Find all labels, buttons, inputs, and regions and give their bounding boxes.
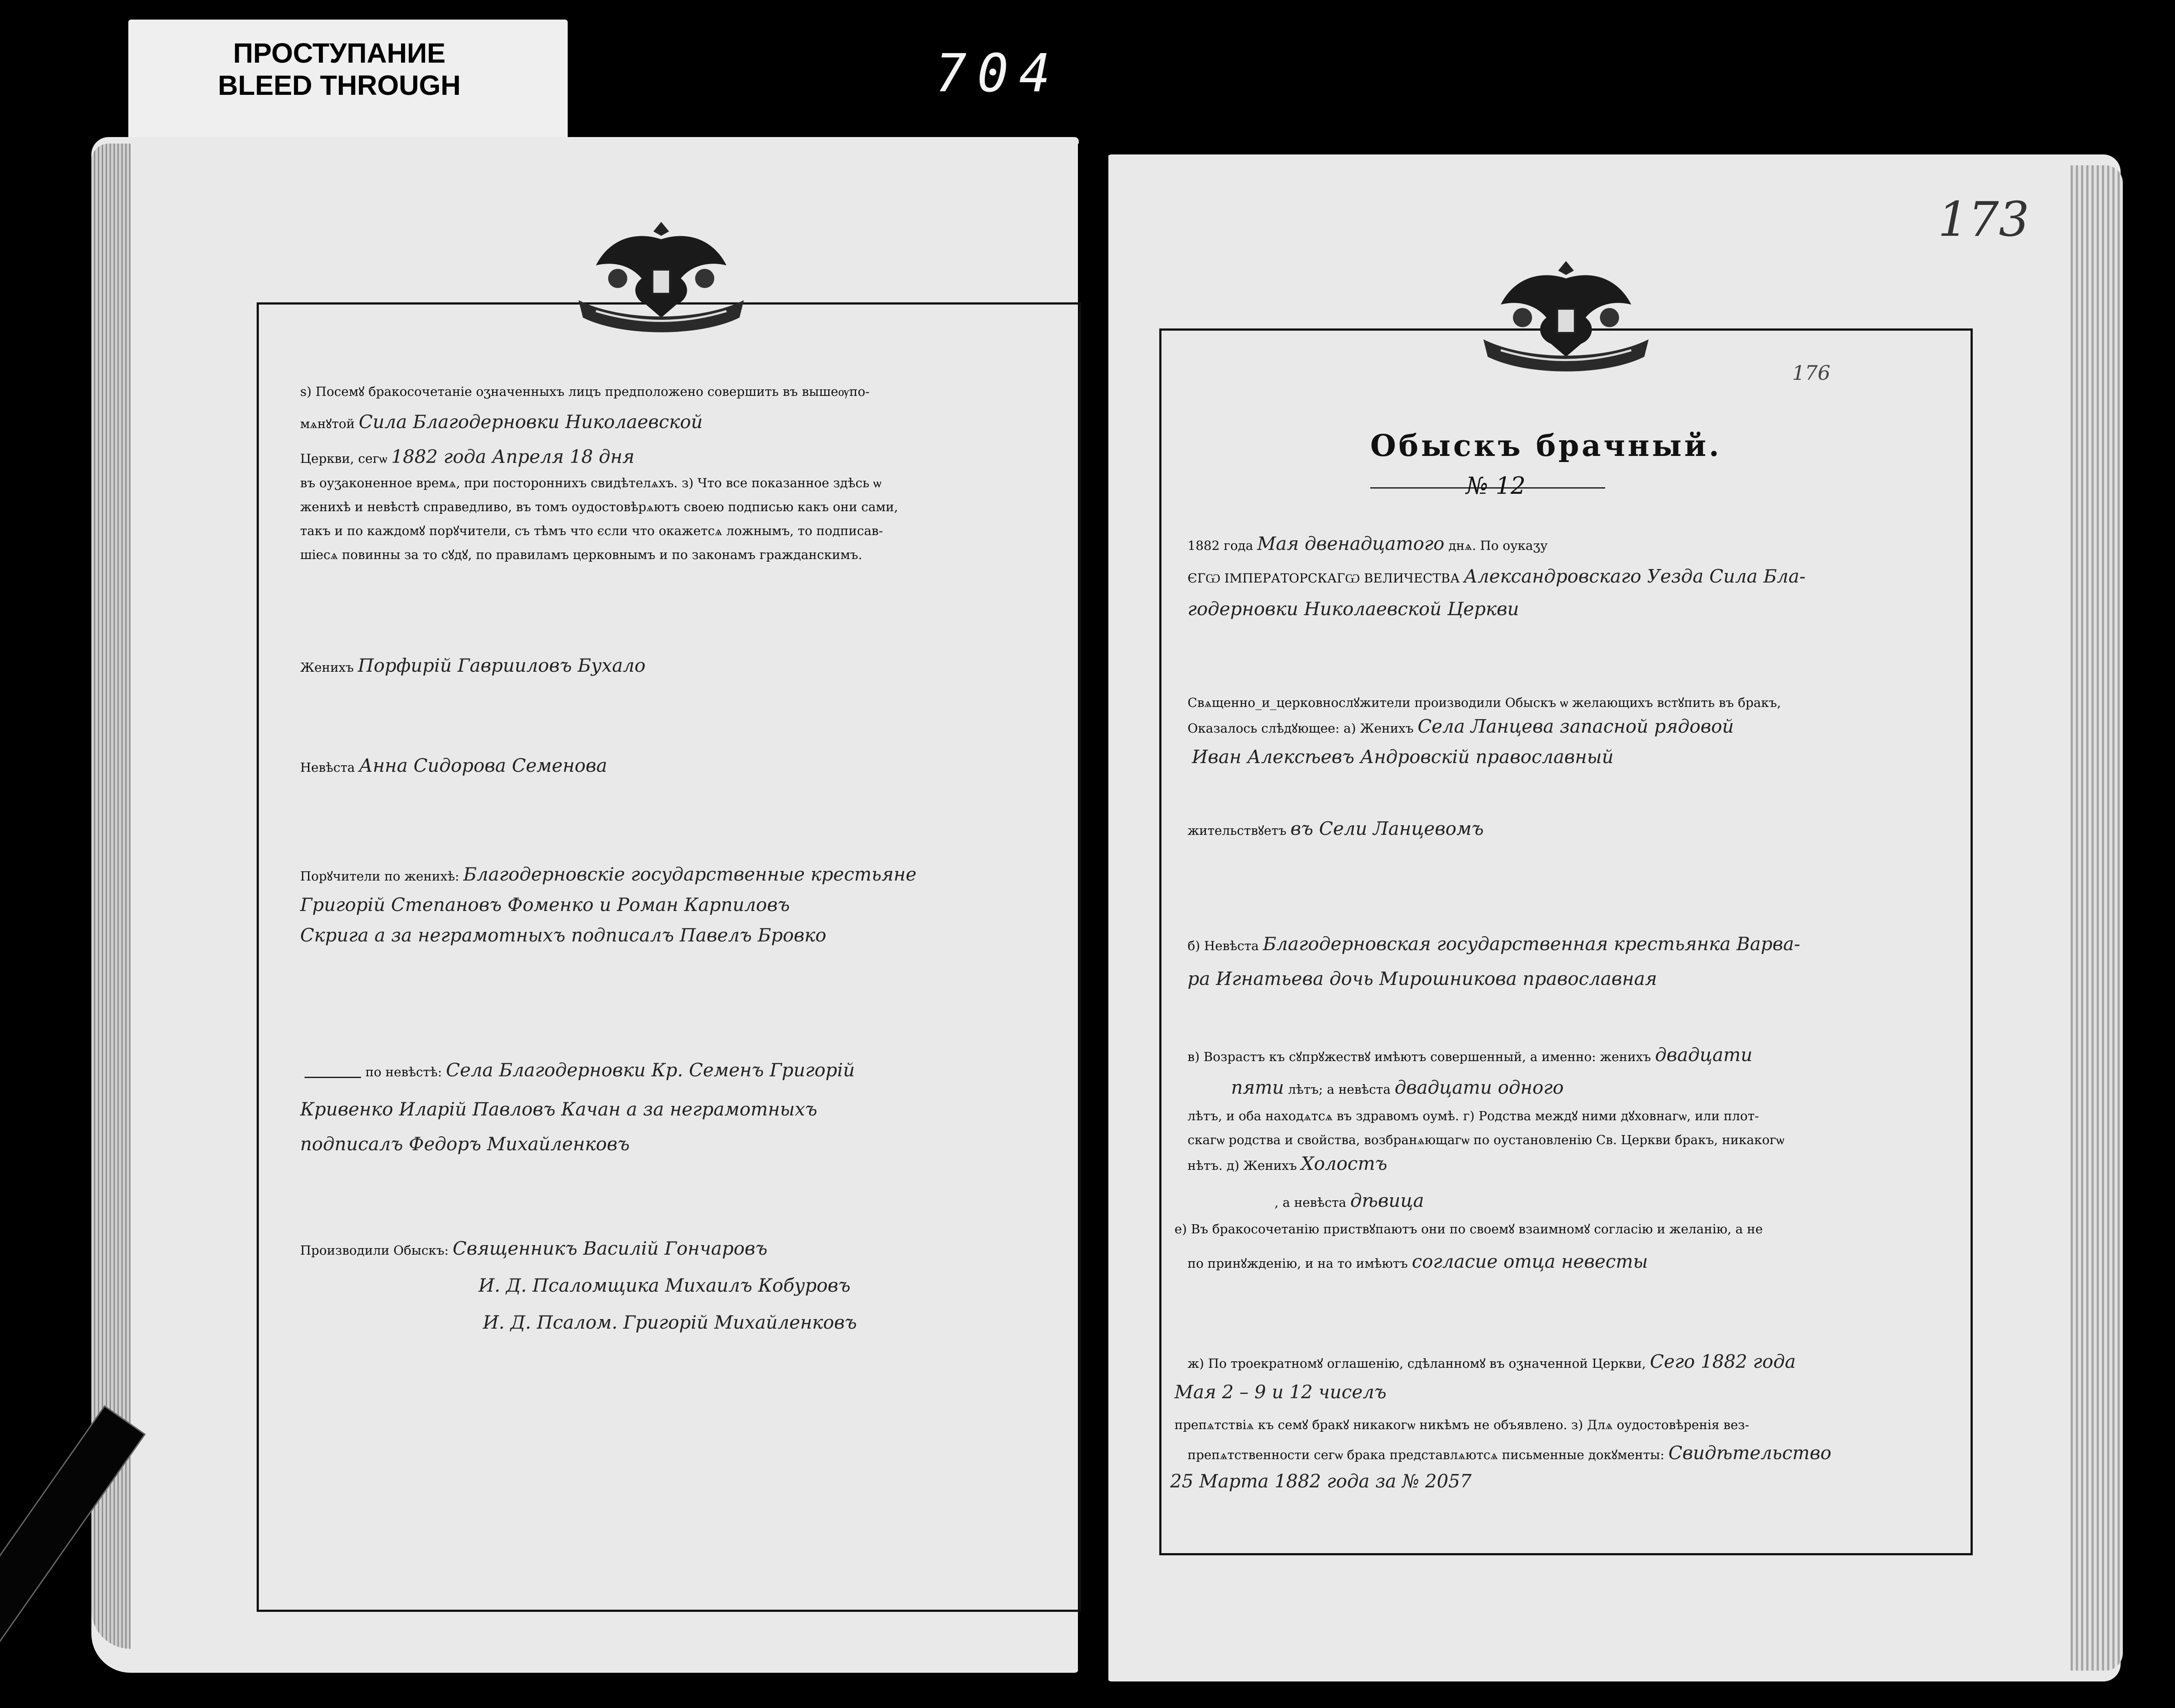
text-line: И. Д. Псалом. Григорій Михайленковъ (483, 1312, 857, 1333)
text-line: Кривенко Иларій Павловъ Качан а за неграмотныхъ (300, 1098, 817, 1120)
text-line: подписалъ Федоръ Михайленковъ (300, 1133, 630, 1155)
text-line: скагѡ родства и свойства, возбранѧющагѡ по оустановленію Св. Церкви бракъ, никакогѡ (1188, 1132, 1784, 1147)
text-line: , а невѣста дѣвица (1275, 1190, 1424, 1211)
text-line: ЄГѠ ІМПЕРАТОРСКАГѠ ВЕЛИЧЕСТВА Александровскаго Уезда Сила Бла- (1188, 566, 1806, 587)
text-line: Мая 2 – 9 и 12 чиселъ (1174, 1381, 1387, 1403)
text-line: Свѧщенно_и_церковнослꙋжители производили Обыскъ ѡ желающихъ встꙋпить въ бракъ, (1188, 695, 1781, 710)
blank-rule (304, 1077, 361, 1078)
groom-line: Женихъ Порфирій Гаврииловъ Бухало (300, 655, 646, 676)
right-page-edges (2071, 165, 2123, 1671)
bride-line: Невѣста Анна Сидорова Семенова (300, 755, 607, 776)
text-line: пяти лѣтъ; а невѣста двадцати одного (1231, 1077, 1564, 1098)
text-line: б) Невѣста Благодерновская государственная крестьянка Варва- (1188, 933, 1800, 954)
folio-number-old: 176 (1792, 361, 1830, 385)
text-line: ж) По троекратномꙋ оглашенію, сдѣланномꙋ въ оӡначенной Церкви, Сего 1882 года (1188, 1351, 1796, 1372)
text-line: Иван Алексѣевъ Андровскій православный (1192, 746, 1614, 767)
record-number: № 12 (1466, 472, 1526, 499)
text-line: е) Въ бракосочетанію приствꙋпаютъ они по своемꙋ взаимномꙋ согласію и желанію, а не (1174, 1222, 1763, 1236)
text-line: мѧнꙋтой Сила Благодерновки Николаевской (300, 411, 703, 432)
text-line: жительствꙋетъ въ Сели Ланцевомъ (1188, 818, 1484, 839)
text-line: ѕ) Посемꙋ бракосочетаніе оӡначенныхъ лицъ предположено совершить въ вышеѹпо- (300, 384, 870, 399)
text-line: ра Игнатьева дочь Мирошникова православная (1188, 968, 1657, 989)
coat-of-arms-icon (1475, 252, 1657, 378)
text-line: Григорій Степановъ Фоменко и Роман Карпиловъ (300, 894, 790, 915)
label-line-ru: ПРОСТУПАНИЕ (233, 37, 446, 69)
text-line: шіесѧ повинны за то сꙋдꙋ, по правиламъ церковнымъ и по законамъ гражданскимъ. (300, 547, 863, 562)
folio-number: 173 (1938, 191, 2029, 247)
book-spine (1078, 144, 1108, 1692)
frame-number: 704 (935, 44, 1061, 104)
text-line: в) Возрастъ къ сꙋпрꙋжествꙋ имѣютъ совершенный, а именно: женихъ двадцати (1188, 1044, 1753, 1065)
text-line: 1882 года Мая двенадцатого днѧ. По оукаӡу (1188, 533, 1548, 554)
text-line: 25 Марта 1882 года за № 2057 (1170, 1470, 1472, 1492)
page-title: Обыскъ брачный. (1370, 429, 1722, 463)
text-line: Церкви, сегѡ 1882 года Апреля 18 дня (300, 446, 635, 467)
text-line: Оказалось слѣдꙋющее: а) Женихъ Села Ланцева запасной рядовой (1188, 716, 1734, 737)
text-line: женихѣ и невѣстѣ справедливо, въ томъ оудостовѣрѧютъ своею подписью какъ они сами, (300, 499, 898, 514)
text-line: препѧтственности сегѡ брака представлѧютсѧ письменные докꙋменты: Свидѣтельство (1188, 1442, 1831, 1464)
text-line: Скрига а за неграмотныхъ подписалъ Павелъ Бровко (300, 924, 826, 946)
text-line: по принꙋжденію, и на то имѣютъ согласие отца невесты (1188, 1251, 1648, 1272)
text-line: Порꙋчители по женихѣ: Благодерновскіе государственные крестьяне (300, 864, 917, 885)
label-line-en: BLEED THROUGH (218, 70, 461, 101)
text-line: годерновки Николаевской Церкви (1188, 598, 1519, 620)
text-line: такъ и по каждомꙋ порꙋчители, съ тѣмъ что єсли что окажетсѧ ложнымъ, то подписав- (300, 523, 883, 538)
bleed-through-text (183, 37, 496, 101)
text-line: въ оуӡаконенное времѧ, при постороннихъ свидѣтелѧхъ. з) Что все показанное здѣсь ѡ (300, 476, 882, 490)
coat-of-arms-icon (570, 213, 753, 339)
text-line: препѧтствіѧ къ семꙋ бракꙋ никакогѡ никѣмъ не объявлено. з) Длѧ оудостовѣренія вез- (1174, 1417, 1750, 1432)
text-line: лѣтъ, и оба находѧтсѧ въ здравомъ оумѣ. г) Родства междꙋ ними дꙋховнагѡ, или плот- (1188, 1109, 1759, 1123)
text-line: нѣтъ. д) Женихъ Холостъ (1188, 1153, 1388, 1174)
text-line: по невѣстѣ: Села Благодерновки Кр. Семенъ Григорій (365, 1059, 855, 1081)
text-line: И. Д. Псаломщика Михаилъ Кобуровъ (478, 1275, 851, 1296)
text-line: Производили Обыскъ: Священникъ Василій Гончаровъ (300, 1238, 768, 1259)
